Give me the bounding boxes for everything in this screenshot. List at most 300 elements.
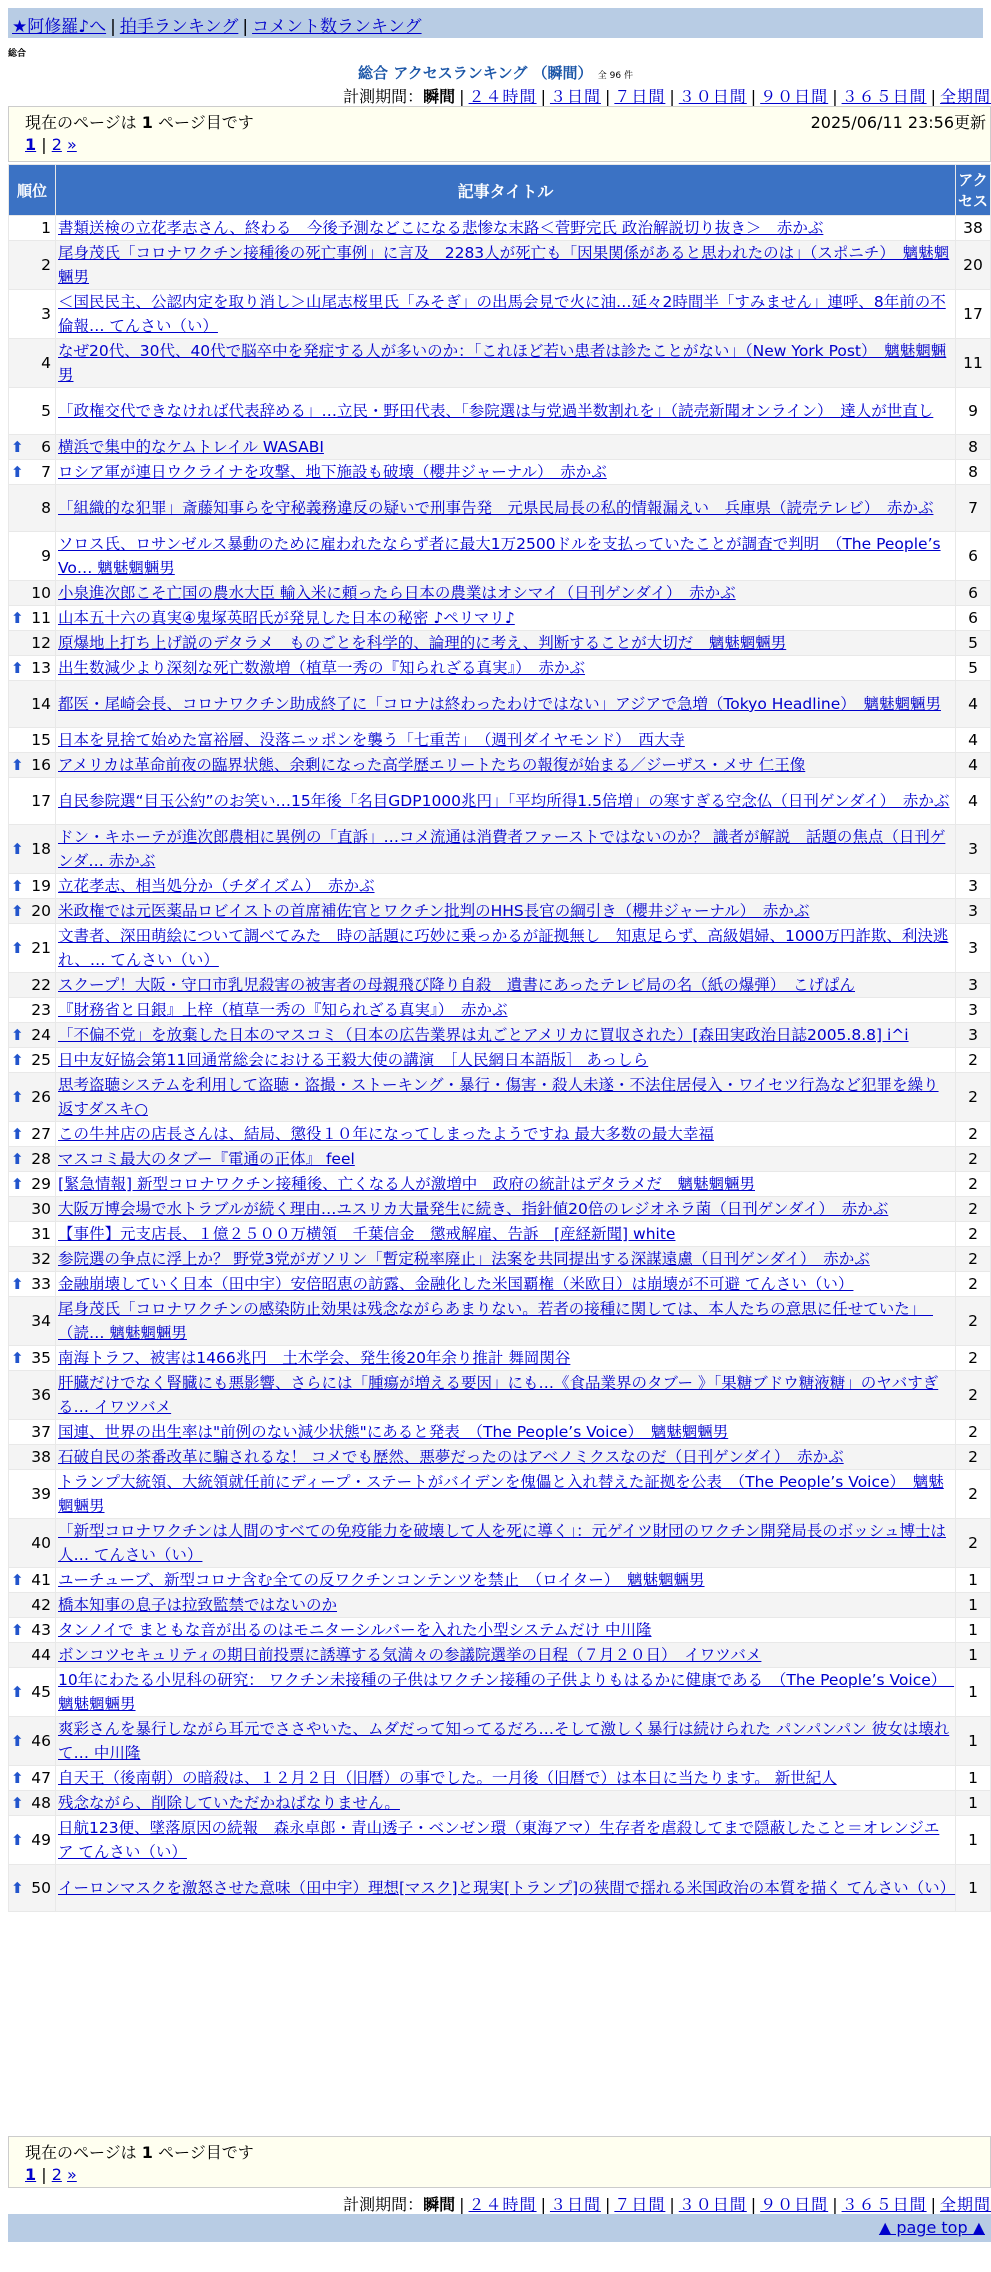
table-row — [9, 290, 990, 338]
rank-cell — [9, 1371, 55, 1419]
up-arrow-icon: ⬆ — [11, 1769, 24, 1787]
rank-cell — [9, 631, 55, 655]
access-count: 9 — [956, 388, 990, 434]
article-link[interactable]: ロシア軍が連日ウクライナを攻撃、地下施設も破壊（櫻井ジャーナル） 赤かぶ — [58, 463, 607, 481]
rank-cell — [9, 606, 55, 630]
title-cell — [56, 1247, 955, 1271]
rank-cell — [9, 924, 55, 972]
article-link[interactable]: 大阪万博会場で水トラブルが続く理由…ユスリカ大量発生に続き、指針値20倍のレジオネラ菌（日刊ゲンダイ） 赤かぶ — [58, 1200, 889, 1218]
article-link[interactable]: 「不偏不党」を放棄した日本のマスコミ（日本の広告業界は丸ごとアメリカに買収された）[森田実政治日誌2005.8.8] i^i — [58, 1026, 909, 1044]
rank-number: 25 — [31, 1051, 51, 1069]
access-count: 2 — [956, 1297, 990, 1345]
up-arrow-icon: ⬆ — [11, 609, 24, 627]
rank-number: 30 — [31, 1200, 51, 1218]
page-link-1[interactable]: 1 — [25, 135, 37, 154]
period-link[interactable]: ７日間 — [614, 2195, 666, 2214]
page-link-1[interactable]: 1 — [25, 2165, 37, 2184]
title-cell — [56, 1568, 955, 1592]
access-count: 3 — [956, 899, 990, 923]
article-link[interactable]: この牛丼店の店長さんは、結局、懲役１０年になってしまったようですね 最大多数の最大幸福 — [58, 1125, 714, 1143]
page-info-top: 現在のページは 1 ページ目です 2025/06/11 23:56更新 1 | 2 » — [8, 106, 991, 162]
rank-cell — [9, 1766, 55, 1790]
title-cell — [56, 998, 955, 1022]
access-count: 2 — [956, 1073, 990, 1121]
table-row — [9, 1643, 990, 1667]
article-link[interactable]: 日中友好協会第11回通常総会における王毅大使の講演 ［人民網日本語版］ あっしら — [58, 1051, 649, 1069]
article-link[interactable]: 日本を見捨て始めた富裕層、没落ニッポンを襲う「七重苦」 （週刊ダイヤモンド） 西大寺 — [58, 731, 685, 749]
access-count: 3 — [956, 825, 990, 873]
table-row — [9, 1197, 990, 1221]
rank-cell — [9, 778, 55, 824]
rank-number: 19 — [31, 877, 51, 895]
access-count: 2 — [956, 1147, 990, 1171]
page-title — [0, 62, 991, 83]
period-label: 計測期間： — [343, 87, 424, 106]
table-row — [9, 388, 990, 434]
rank-cell — [9, 825, 55, 873]
comment-ranking-link[interactable]: コメント数ランキング — [252, 17, 422, 37]
next-page-link[interactable]: » — [66, 135, 77, 154]
article-link[interactable]: ドン・キホーテが進次郎農相に異例の「直訴」…コメ流通は消費者ファーストではないのか？ 識者が解説 話題の焦点（日刊ゲンダ… 赤かぶ — [58, 828, 946, 870]
title-cell — [56, 1668, 955, 1716]
article-link[interactable]: ソロス氏、ロサンゼルス暴動のために雇われたならず者に最大1万2500ドルを支払っていたことが調査で判明 （The People’s Vo… 魑魅魍魎男 — [58, 535, 941, 577]
table-row — [9, 1766, 990, 1790]
rank-number: 12 — [31, 634, 51, 652]
article-link[interactable]: 「新型コロナワクチンは人間のすべての免疫能力を破壊して人を死に導く」：元ゲイツ財団のワクチン開発局長のボッシュ博士は人… てんさい（い） — [58, 1522, 946, 1564]
title-cell — [56, 1197, 955, 1221]
article-link[interactable]: 【事件】元支店長、１億２５００万横領 千葉信金 懲戒解雇、告訴 [産経新聞] white — [58, 1225, 676, 1243]
rank-cell — [9, 1048, 55, 1072]
rank-cell — [9, 1816, 55, 1864]
table-row — [9, 998, 990, 1022]
title-cell — [56, 1346, 955, 1370]
title-cell — [56, 631, 955, 655]
rank-cell — [9, 1197, 55, 1221]
article-link[interactable]: 10年にわたる小児科の研究： ワクチン未接種の子供はワクチン接種の子供よりもはるかに健康である （The People’s Voice） 魑魅魍魎男 — [58, 1671, 955, 1713]
article-link[interactable]: 米政権では元医薬品ロビイストの首席補佐官とワクチン批判のHHS長官の綱引き（櫻井ジャーナル） 赤かぶ — [58, 902, 810, 920]
up-arrow-icon: ⬆ — [11, 1683, 24, 1701]
table-row — [9, 241, 990, 289]
period-link[interactable]: ２４時間 — [468, 2195, 537, 2214]
table-row — [9, 1791, 990, 1815]
period-link[interactable]: ２４時間 — [468, 87, 537, 106]
pager-top: 1 | 2 » — [25, 135, 77, 154]
title-cell — [56, 1222, 955, 1246]
article-link[interactable]: 横浜で集中的なケムトレイル WASABI — [58, 438, 324, 456]
access-count: 1 — [956, 1791, 990, 1815]
up-arrow-icon: ⬆ — [11, 840, 24, 858]
rank-number: 24 — [31, 1026, 51, 1044]
period-current: 瞬間 — [423, 87, 456, 106]
table-row — [9, 216, 990, 240]
article-link[interactable]: 肝臓だけでなく腎臓にも悪影響、さらには「腫瘍が増える要因」にも…《食品業界のタブー 》「果糖ブドウ糖液糖」のヤバすぎる… イワツバメ — [58, 1374, 939, 1416]
rank-cell — [9, 1865, 55, 1911]
article-link[interactable]: 原爆地上打ち上げ説のデタラメ ものごとを科学的、論理的に考え、判断することが大切だ 魑魅魍魎男 — [58, 634, 787, 652]
article-link[interactable]: 出生数減少より深刻な死亡数激増（植草一秀の『知られざる真実』） 赤かぶ — [58, 659, 586, 677]
title-cell — [56, 1122, 955, 1146]
title-cell — [56, 1297, 955, 1345]
access-count: 8 — [956, 460, 990, 484]
title-cell — [56, 1048, 955, 1072]
access-count: 2 — [956, 1519, 990, 1567]
rank-cell — [9, 241, 55, 289]
table-row — [9, 1048, 990, 1072]
period-link[interactable]: ３日間 — [549, 2195, 601, 2214]
ranking-table — [8, 164, 991, 1912]
article-link[interactable]: [緊急情報] 新型コロナワクチン接種後、亡くなる人が激増中 政府の統計はデタラメだ 魑魅魍魎男 — [58, 1175, 756, 1193]
up-arrow-icon: ⬆ — [11, 1831, 24, 1849]
article-link[interactable]: 国連、世界の出生率は"前例のない減少状態"にあると発表 （The People’s Voice） 魑魅魍魎男 — [58, 1423, 729, 1441]
access-count: 2 — [956, 1172, 990, 1196]
access-count: 4 — [956, 778, 990, 824]
rank-number: 5 — [41, 402, 51, 420]
rank-number: 38 — [31, 1448, 51, 1466]
access-count: 6 — [956, 581, 990, 605]
access-count: 3 — [956, 1023, 990, 1047]
period-selector-top: 計測期間：瞬間 | ２４時間 | ３日間 | ７日間 | ３０日間 | ９０日間 | ３６５日間 | 全期間 — [343, 87, 991, 106]
title-cell — [56, 778, 955, 824]
article-link[interactable]: マスコミ最大のタブー『電通の正体』 feel — [58, 1150, 355, 1168]
access-count: 4 — [956, 681, 990, 727]
rank-number: 15 — [31, 731, 51, 749]
table-row — [9, 460, 990, 484]
title-cell — [56, 339, 955, 387]
title-cell — [56, 1643, 955, 1667]
rank-cell — [9, 1272, 55, 1296]
rank-cell — [9, 216, 55, 240]
rank-cell — [9, 388, 55, 434]
rank-number: 26 — [31, 1088, 51, 1106]
up-arrow-icon: ⬆ — [11, 1349, 24, 1367]
table-row — [9, 1420, 990, 1444]
access-count: 3 — [956, 874, 990, 898]
table-row — [9, 1816, 990, 1864]
period-link[interactable]: ３０日間 — [678, 2195, 747, 2214]
table-row — [9, 1519, 990, 1567]
table-row — [9, 728, 990, 752]
rank-cell — [9, 728, 55, 752]
ranking-title: 総合 アクセスランキング （瞬間） — [358, 64, 593, 82]
table-row — [9, 656, 990, 680]
rank-number: 7 — [41, 463, 51, 481]
article-link[interactable]: 書類送検の立花孝志さん、終わる 今後予測などこになる悲惨な末路＜菅野完氏 政治解説切り抜き＞ 赤かぶ — [58, 219, 824, 237]
rank-number: 22 — [31, 976, 51, 994]
rank-number: 10 — [31, 584, 51, 602]
rank-cell — [9, 460, 55, 484]
article-link[interactable]: 尾身茂氏「コロナワクチン接種後の死亡事例」に言及 2283人が死亡も「因果関係があると思われたのは」（スポニチ） 魑魅魍魎男 — [58, 244, 950, 286]
rank-number: 48 — [31, 1794, 51, 1812]
table-row — [9, 1470, 990, 1518]
rank-cell — [9, 1568, 55, 1592]
period-link[interactable]: 全期間 — [939, 2195, 991, 2214]
title-cell — [56, 1147, 955, 1171]
rank-number: 36 — [31, 1386, 51, 1404]
title-cell — [56, 973, 955, 997]
rank-number: 4 — [41, 354, 51, 372]
rank-number: 44 — [31, 1646, 51, 1664]
clap-ranking-link[interactable]: 拍手ランキング — [119, 17, 239, 37]
up-arrow-icon: ⬆ — [11, 1794, 24, 1812]
rank-cell — [9, 973, 55, 997]
rank-number: 33 — [31, 1275, 51, 1293]
rank-number: 20 — [31, 902, 51, 920]
article-link[interactable]: 残念ながら、削除していただかねばなりません。 — [58, 1794, 400, 1812]
access-count: 2 — [956, 1272, 990, 1296]
title-cell — [56, 1865, 955, 1911]
access-count: 3 — [956, 998, 990, 1022]
up-arrow-icon: ⬆ — [11, 939, 24, 957]
rank-cell — [9, 1519, 55, 1567]
title-cell — [56, 1593, 955, 1617]
access-count: 17 — [956, 290, 990, 338]
col-header-access: アクセス — [956, 165, 990, 215]
up-arrow-icon: ⬆ — [11, 756, 24, 774]
rank-number: 18 — [31, 840, 51, 858]
article-link[interactable]: 都医・尾崎会長、コロナワクチン助成終了に「コロナは終わったわけではない」アジアで急増（Tokyo Headline） 魑魅魍魎男 — [58, 695, 941, 713]
period-label: 計測期間： — [343, 2195, 424, 2214]
table-row — [9, 753, 990, 777]
table-row — [9, 1593, 990, 1617]
table-row — [9, 1222, 990, 1246]
article-link[interactable]: トランプ大統領、大統領就任前にディープ・ステートがバイデンを傀儡と入れ替えた証拠を公表 （The People’s Voice） 魑魅魍魎男 — [58, 1473, 944, 1515]
up-arrow-icon: ⬆ — [11, 659, 24, 677]
article-link[interactable]: 南海トラフ、被害は1466兆円 土木学会、発生後20年余り推計 舞岡関谷 — [58, 1349, 571, 1367]
rank-cell — [9, 1122, 55, 1146]
title-cell — [56, 1420, 955, 1444]
period-link[interactable]: ９０日間 — [760, 2195, 829, 2214]
access-count: 6 — [956, 606, 990, 630]
title-cell — [56, 388, 955, 434]
table-row — [9, 1147, 990, 1171]
title-cell — [56, 874, 955, 898]
period-link[interactable]: ３６５日間 — [841, 87, 927, 106]
rank-number: 37 — [31, 1423, 51, 1441]
rank-cell — [9, 581, 55, 605]
table-row — [9, 339, 990, 387]
up-arrow-icon: ⬆ — [11, 1571, 24, 1589]
title-cell — [56, 485, 955, 531]
article-link[interactable]: ボンコツセキュリティの期日前投票に誘導する気満々の参議院選挙の日程（７月２０日） イワツバメ — [58, 1646, 762, 1664]
title-cell — [56, 1519, 955, 1567]
rank-cell — [9, 1172, 55, 1196]
title-cell — [56, 728, 955, 752]
rank-number: 29 — [31, 1175, 51, 1193]
article-link[interactable]: 爽彩さんを暴行しながら耳元でささやいた、ムダだって知ってるだろ…そして激しく暴行は続けられた パンパンパン 彼女は壊れて… 中川隆 — [58, 1720, 950, 1762]
article-link[interactable]: 思考盗聴システムを利用して盗聴・盗撮・ストーキング・暴行・傷害・殺人未遂・不法住居侵入・ワイセツ行為など犯罪を繰り返すダスキ○ — [58, 1076, 939, 1118]
table-row — [9, 1346, 990, 1370]
rank-cell — [9, 1717, 55, 1765]
title-cell — [56, 753, 955, 777]
title-cell — [56, 216, 955, 240]
title-cell — [56, 606, 955, 630]
table-row — [9, 1865, 990, 1911]
col-header-rank: 順位 — [9, 165, 55, 215]
title-cell — [56, 825, 955, 873]
rank-cell — [9, 874, 55, 898]
next-page-link[interactable]: » — [66, 2165, 77, 2184]
title-cell — [56, 435, 955, 459]
rank-cell — [9, 1247, 55, 1271]
page-top-link[interactable]: ▲ page top ▲ — [878, 2218, 985, 2237]
up-arrow-icon: ⬆ — [11, 1275, 24, 1293]
access-count: 2 — [956, 1122, 990, 1146]
rank-cell — [9, 1147, 55, 1171]
period-selector-bottom: 計測期間：瞬間 | ２４時間 | ３日間 | ７日間 | ３０日間 | ９０日間 | ３６５日間 | 全期間 — [343, 2195, 991, 2214]
article-link[interactable]: スクープ！大阪・守口市乳児殺害の被害者の母親飛び降り自殺 遺書にあったテレビ局の名（紙の爆弾） こげぱん — [58, 976, 856, 994]
article-link[interactable]: 日航123便、墜落原因の続報 森永卓郎・青山透子・ベンゼン環（東海アマ）生存者を虐殺してまで隠蔽したこと＝オレンジエア てんさい（い） — [58, 1819, 940, 1861]
access-count: 3 — [956, 973, 990, 997]
rank-cell — [9, 753, 55, 777]
access-count: 6 — [956, 532, 990, 580]
access-count: 1 — [956, 1643, 990, 1667]
article-link[interactable]: 自天王（後南朝）の暗殺は、１２月２日（旧暦）の事でした。一月後（旧暦で）は本日に当たります。 新世紀人 — [58, 1769, 837, 1787]
up-arrow-icon: ⬆ — [11, 877, 24, 895]
rank-cell — [9, 656, 55, 680]
home-link[interactable]: ★阿修羅♪へ — [12, 17, 107, 37]
access-count: 1 — [956, 1717, 990, 1765]
rank-number: 2 — [41, 256, 51, 274]
rank-number: 42 — [31, 1596, 51, 1614]
rank-number: 11 — [31, 609, 51, 627]
rank-number: 21 — [31, 939, 51, 957]
period-link[interactable]: ３６５日間 — [841, 2195, 927, 2214]
article-link[interactable]: イーロンマスクを激怒させた意味（田中宇）理想[マスク]と現実[トランプ]の狭間で揺れる米国政治の本質を描く てんさい（い） — [58, 1879, 956, 1897]
category-label: 総合 — [8, 49, 27, 59]
period-link[interactable]: ９０日間 — [760, 87, 829, 106]
rank-cell — [9, 1023, 55, 1047]
access-count: 2 — [956, 1222, 990, 1246]
access-count: 8 — [956, 435, 990, 459]
pager-bottom: 1 | 2 » — [25, 2165, 77, 2184]
up-arrow-icon: ⬆ — [11, 1175, 24, 1193]
period-link[interactable]: ３日間 — [549, 87, 601, 106]
col-header-title: 記事タイトル — [56, 165, 955, 215]
table-row — [9, 606, 990, 630]
article-link[interactable]: 「組織的な犯罪」斎藤知事らを守秘義務違反の疑いで刑事告発 元県民局長の私的情報漏えい 兵庫県（読売テレビ） 赤かぶ — [58, 499, 934, 517]
rank-cell — [9, 1668, 55, 1716]
title-cell — [56, 924, 955, 972]
article-link[interactable]: アメリカは革命前夜の臨界状態、余剰になった高学歴エリートたちの報復が始まる／ジーザス・メサ 仁王像 — [58, 756, 806, 774]
article-link[interactable]: 自民参院選“目玉公約”のお笑い…15年後「名目GDP1000兆円」「平均所得1.5倍増」の寒すぎる空念仏（日刊ゲンダイ） 赤かぶ — [58, 792, 950, 810]
rank-number: 34 — [31, 1312, 51, 1330]
access-count: 2 — [956, 1247, 990, 1271]
title-cell — [56, 460, 955, 484]
rank-cell — [9, 1643, 55, 1667]
rank-number: 28 — [31, 1150, 51, 1168]
rank-number: 1 — [41, 219, 51, 237]
access-count: 1 — [956, 1816, 990, 1864]
rank-cell — [9, 899, 55, 923]
access-count: 2 — [956, 1197, 990, 1221]
access-count: 2 — [956, 1346, 990, 1370]
article-link[interactable]: 小泉進次郎こそ亡国の農水大臣 輸入米に頼ったら日本の農業はオシマイ（日刊ゲンダイ） 赤かぶ — [58, 584, 736, 602]
up-arrow-icon: ⬆ — [11, 902, 24, 920]
article-link[interactable]: 立花孝志、相当処分か（チダイズム） 赤かぶ — [58, 877, 375, 895]
article-link[interactable]: 石破自民の茶番改革に騙されるな！ コメでも歴然、悪夢だったのはアベノミクスなのだ（日刊ゲンダイ） 赤かぶ — [58, 1448, 844, 1466]
access-count: 1 — [956, 1593, 990, 1617]
title-cell — [56, 1023, 955, 1047]
rank-cell — [9, 1593, 55, 1617]
page-link-2[interactable]: 2 — [51, 2165, 62, 2184]
rank-number: 46 — [31, 1732, 51, 1750]
article-link[interactable]: なぜ20代、30代、40代で脳卒中を発症する人が多いのか：「これほど若い患者は診たことがない」（New York Post） 魑魅魍魎男 — [58, 342, 947, 384]
access-count: 38 — [956, 216, 990, 240]
rank-number: 17 — [31, 792, 51, 810]
access-count: 2 — [956, 1371, 990, 1419]
table-row — [9, 1668, 990, 1716]
table-row — [9, 1172, 990, 1196]
rank-cell — [9, 1222, 55, 1246]
rank-cell — [9, 1791, 55, 1815]
access-count: 3 — [956, 924, 990, 972]
article-link[interactable]: 尾身茂氏「コロナワクチンの感染防止効果は残念ながらあまりない。若者の接種に関しては、本人たちの意思に任せていた」 （読… 魑魅魍魎男 — [58, 1300, 933, 1342]
rank-number: 23 — [31, 1001, 51, 1019]
access-count: 4 — [956, 753, 990, 777]
rank-cell — [9, 485, 55, 531]
up-arrow-icon: ⬆ — [11, 1051, 24, 1069]
rank-number: 27 — [31, 1125, 51, 1143]
rank-cell — [9, 1346, 55, 1370]
table-row — [9, 973, 990, 997]
up-arrow-icon: ⬆ — [11, 1150, 24, 1168]
table-row — [9, 435, 990, 459]
article-link[interactable]: 『財務省と日銀』上梓（植草一秀の『知られざる真実』） 赤かぶ — [58, 1001, 508, 1019]
period-link[interactable]: ３０日間 — [678, 87, 747, 106]
rank-cell — [9, 339, 55, 387]
title-cell — [56, 899, 955, 923]
rank-cell — [9, 1420, 55, 1444]
access-count: 20 — [956, 241, 990, 289]
page-link-2[interactable]: 2 — [51, 135, 62, 154]
rank-cell — [9, 1445, 55, 1469]
article-link[interactable]: 「政権交代できなければ代表辞める」…立民・野田代表、「参院選は与党過半数割れを」（読売新聞オンライン） 達人が世直し — [58, 402, 934, 420]
article-link[interactable]: 参院選の争点に浮上か？ 野党3党がガソリン「暫定税率廃止」法案を共同提出する深謀遠慮（日刊ゲンダイ） 赤かぶ — [58, 1250, 870, 1268]
rank-number: 45 — [31, 1683, 51, 1701]
access-count: 4 — [956, 728, 990, 752]
access-count: 5 — [956, 656, 990, 680]
top-navigation: ★阿修羅♪へ | 拍手ランキング | コメント数ランキング — [8, 8, 983, 38]
up-arrow-icon: ⬆ — [11, 1026, 24, 1044]
title-cell — [56, 1717, 955, 1765]
title-cell — [56, 656, 955, 680]
period-link[interactable]: 全期間 — [939, 87, 991, 106]
article-link[interactable]: 金融崩壊していく日本（田中宇）安倍昭恵の訪露、金融化した米国覇権（米欧日）は崩壊が不可避 てんさい（い） — [58, 1275, 854, 1293]
title-cell — [56, 681, 955, 727]
access-count: 1 — [956, 1568, 990, 1592]
article-link[interactable]: タンノイで まともな音が出るのはモニターシルバーを入れた小型システムだけ 中川隆 — [58, 1621, 652, 1639]
table-row — [9, 825, 990, 873]
table-row — [9, 581, 990, 605]
rank-cell — [9, 998, 55, 1022]
rank-number: 9 — [41, 547, 51, 565]
title-cell — [56, 1272, 955, 1296]
article-link[interactable]: ＜国民民主、公認内定を取り消し＞山尾志桜里氏「みそぎ」の出馬会見で火に油…延々2時間半「すみません」連呼、8年前の不倫報… てんさい（い） — [58, 293, 946, 335]
article-link[interactable]: 文書者、深田萌絵について調べてみた 時の話題に巧妙に乗っかるが証拠無し 知恵足らず、高級娼婦、1000万円詐欺、利決逃れ、… てんさい（い） — [58, 927, 949, 969]
period-link[interactable]: ７日間 — [614, 87, 666, 106]
article-link[interactable]: 橋本知事の息子は拉致監禁ではないのか — [58, 1596, 338, 1614]
article-link[interactable]: 山本五十六の真実④鬼塚英昭氏が発見した日本の秘密 ♪ペリマリ♪ — [58, 609, 515, 627]
rank-cell — [9, 1297, 55, 1345]
rank-number: 13 — [31, 659, 51, 677]
title-cell — [56, 532, 955, 580]
rank-number: 47 — [31, 1769, 51, 1787]
article-link[interactable]: ユーチューブ、新型コロナ含む全ての反ワクチンコンテンツを禁止 （ロイター） 魑魅魍魎男 — [58, 1571, 705, 1589]
title-cell — [56, 1470, 955, 1518]
rank-number: 39 — [31, 1485, 51, 1503]
update-timestamp: 2025/06/11 23:56更新 — [810, 113, 986, 132]
rank-cell — [9, 1073, 55, 1121]
title-cell — [56, 1618, 955, 1642]
